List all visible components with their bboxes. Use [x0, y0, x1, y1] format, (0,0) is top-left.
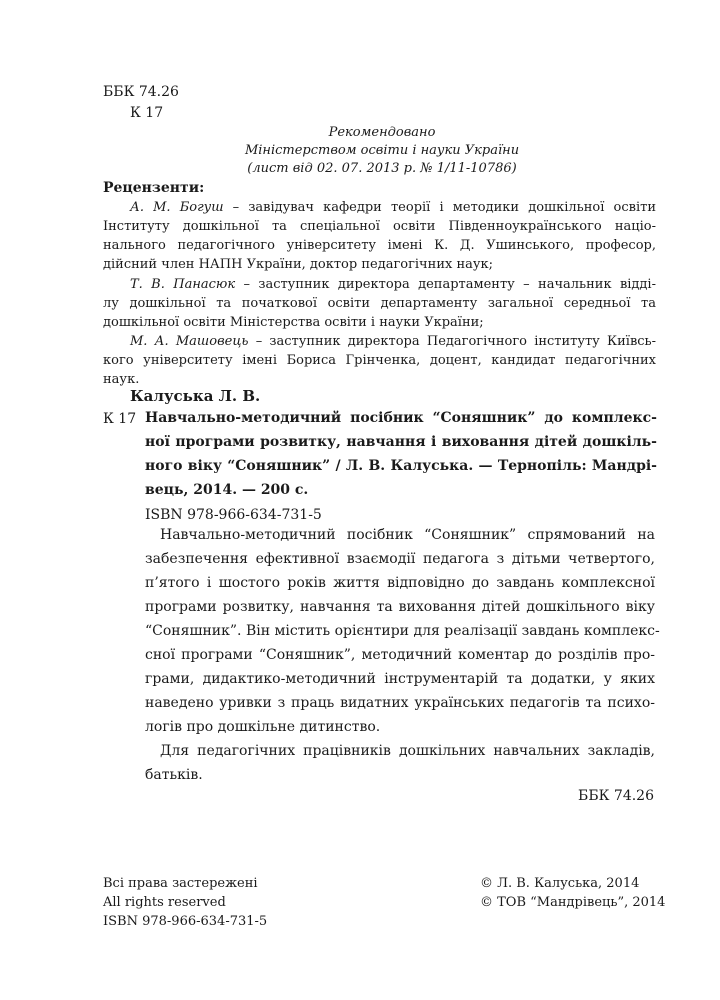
- reviewer-line: дошкільної освіти Міністерства освіти і науки України;: [103, 315, 484, 330]
- annotation-line: Навчально-методичний посібник “Соняшник” спрямований на: [160, 527, 655, 543]
- annotation-line: наведено уривки з праць видатних українських педагогів та психо-: [145, 695, 655, 711]
- annotation-bbk: ББК 74.26: [578, 788, 654, 804]
- rights-ua: Всі права застережені: [103, 876, 258, 891]
- reviewer-line: [130, 277, 656, 292]
- reviewer-role: – заступник директора Педагогічного інституту Київсь-: [248, 334, 657, 349]
- recommendation-ministry: Міністерством освіти і науки України: [244, 143, 520, 158]
- reviewer-line: наук.: [103, 372, 140, 387]
- footer-isbn: ISBN 978-966-634-731-5: [103, 914, 268, 929]
- book-description-line: вець, 2014. — 200 с.: [145, 482, 309, 498]
- audience-line: батьків.: [145, 767, 203, 783]
- book-description-line: ного віку “Соняшник” / Л. В. Калуська. — Тернопіль: Мандрі-: [145, 458, 657, 474]
- book-author: Калуська Л. В.: [130, 387, 261, 405]
- reviewer-line: кого університету імені Бориса Грінченка, доцент, кандидат педагогічних: [103, 353, 656, 368]
- copyright-publisher: © ТОВ “Мандрівець”, 2014: [480, 895, 666, 910]
- copyright-author: © Л. В. Калуська, 2014: [480, 876, 640, 891]
- reviewer-name: М. А. Машовець: [130, 334, 249, 349]
- rights-en: All rights reserved: [103, 895, 226, 910]
- reviewer-role: – завідувач кафедри теорії і методики дошкільної освіти: [223, 200, 656, 215]
- book-description-line: Навчально-методичний посібник “Соняшник” до комплекс-: [145, 410, 657, 426]
- reviewer-name: Т. В. Панасюк: [130, 277, 236, 292]
- audience-line: Для педагогічних працівників дошкільних навчальних закладів,: [160, 743, 655, 759]
- reviewer-line: [130, 200, 656, 215]
- recommendation-letter: (лист від 02. 07. 2013 р. № 1/11-10786): [247, 161, 517, 176]
- annotation-line: п’ятого і шостого років життя відповідно до завдань комплексної: [145, 575, 655, 591]
- annotation-line: забезпечення ефективної взаємодії педагога з дітьми четвертого,: [145, 551, 655, 567]
- reviewer-line: лу дошкільної та початкової освіти департаменту загальної середньої та: [103, 296, 656, 311]
- reviewer-line: нального педагогічного університету імені К. Д. Ушинського, професор,: [103, 238, 656, 253]
- author-index: К 17: [130, 105, 164, 121]
- reviewer-line: Інституту дошкільної та спеціальної освіти Південноукраїнського націо-: [103, 219, 656, 234]
- bbk-code: ББК 74.26: [103, 84, 179, 100]
- book-index: К 17: [103, 411, 137, 427]
- annotation-line: грами, дидактико-методичний інструментарій та додатки, у яких: [145, 671, 655, 687]
- reviewer-name: А. М. Богуш: [130, 200, 224, 215]
- reviewers-heading: Рецензенти:: [103, 180, 205, 196]
- annotation-line: сної програми “Соняшник”, методичний коментар до розділів про-: [145, 647, 655, 663]
- reviewer-line: дійсний член НАПН України, доктор педагогічних наук;: [103, 257, 494, 272]
- recommendation-title: Рекомендовано: [328, 125, 436, 140]
- reviewer-role: – заступник директора департаменту – начальник відді-: [235, 277, 656, 292]
- annotation-line: логів про дошкільне дитинство.: [145, 719, 381, 735]
- book-description-line: ної програми розвитку, навчання і виховання дітей дошкіль-: [145, 434, 657, 450]
- reviewer-line: [130, 334, 656, 349]
- annotation-line: “Соняшник”. Він містить орієнтири для реалізації завдань комплекс-: [145, 623, 660, 639]
- book-isbn: ISBN 978-966-634-731-5: [145, 507, 322, 523]
- annotation-line: програми розвитку, навчання та виховання дітей дошкільного віку: [145, 599, 655, 615]
